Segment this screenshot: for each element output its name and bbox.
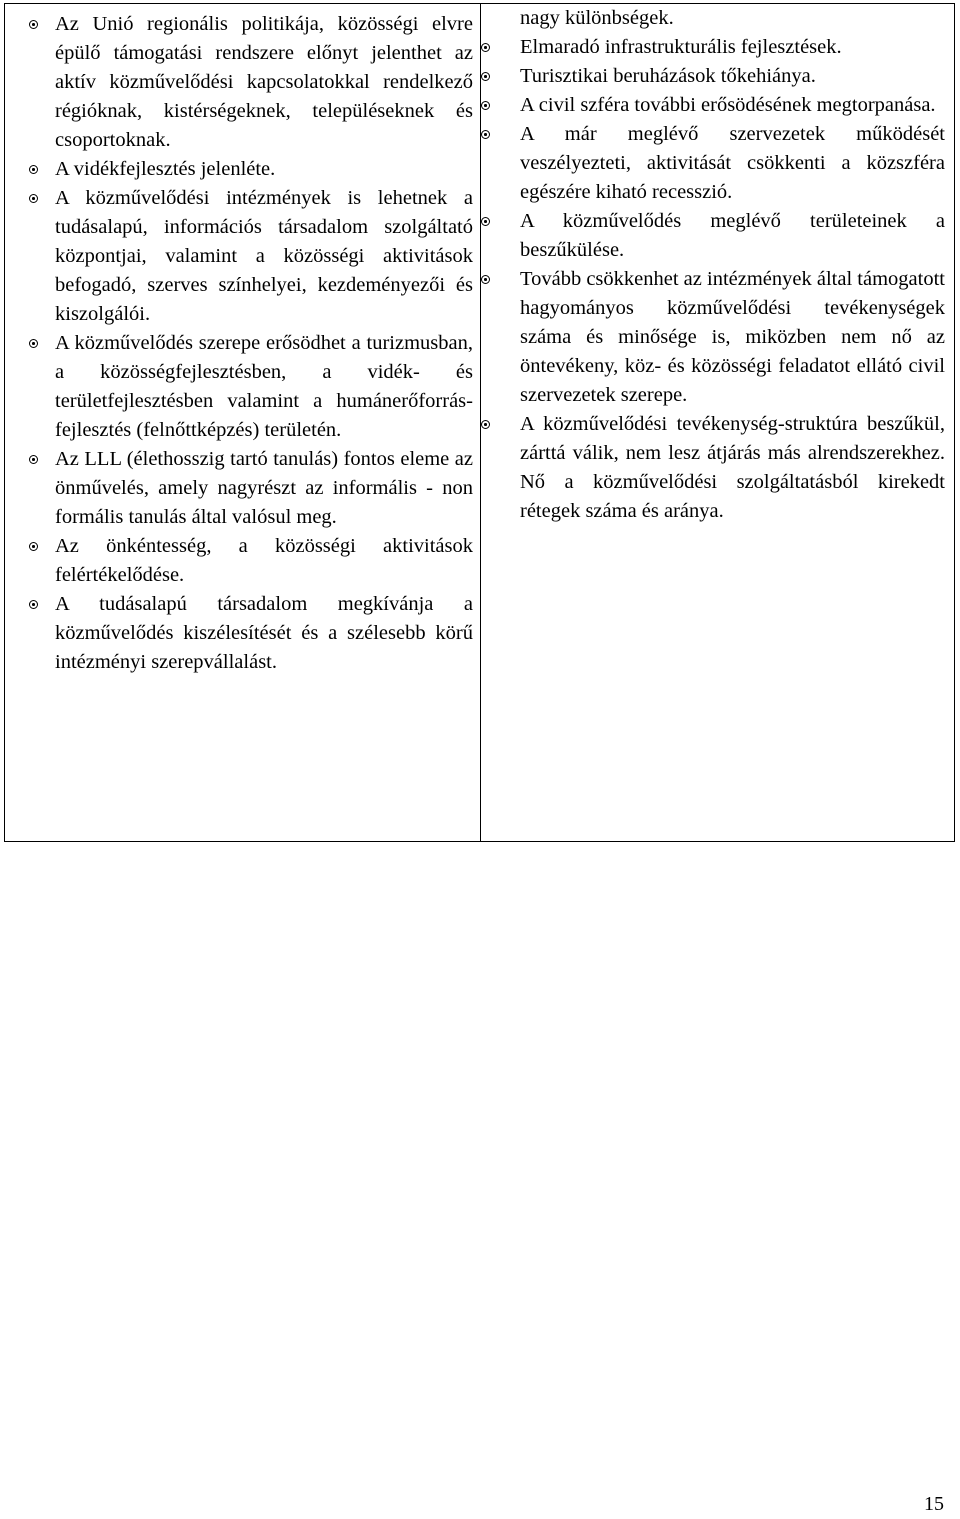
list-item [495,33,945,62]
list-item-text: A vidékfejlesztés jelenléte. [55,158,276,180]
left-bullet-list [29,10,473,677]
list-item-text: Az Unió regionális politikája, közösségi elvre épülő támogatási rendszere előnyt jelenthet az aktív közművelődési kapcsolatokkal rendelkező régióknak, kistérségeknek, településeknek és csoportoknak. [55,13,473,151]
list-item-text: Az LLL (élethosszig tartó tanulás) fontos eleme az önművelés, amely nagyrészt az informális - non formális tanulás által valósul meg. [55,448,473,528]
page-number: 15 [924,1493,944,1515]
list-item [495,207,945,265]
list-item [29,590,473,677]
list-item [29,184,473,329]
bullet-icon [29,600,38,609]
list-item-text: Elmaradó infrastrukturális fejlesztések. [520,36,842,58]
two-column-table [4,3,955,842]
list-item [29,329,473,445]
left-column [5,4,481,841]
list-item-text: Turisztikai beruházások tőkehiánya. [520,65,816,87]
list-item [495,265,945,410]
list-item [29,155,473,184]
bullet-icon [481,217,490,226]
list-item [495,120,945,207]
list-item-text: A közművelődési intézmények is lehetnek a tudásalapú, információs társadalom szolgáltató központjai, valamint a közösségi aktivitások befogadó, szerves színhelyei, kezdeményezői és kiszolgálói. [55,187,473,325]
list-item-text: Az önkéntesség, a közösségi aktivitások felértékelődése. [55,535,473,586]
bullet-icon [481,43,490,52]
bullet-icon [29,455,38,464]
list-item [495,62,945,91]
bullet-icon [29,339,38,348]
list-item [29,10,473,155]
bullet-icon [481,72,490,81]
list-item [495,410,945,526]
list-item-text: A közművelődés szerepe erősödhet a turizmusban, a közösségfejlesztésben, a vidék- és területfejlesztésben valamint a humánerőforrás-fejlesztés (felnőttképzés) területén. [55,332,473,441]
bullet-icon [29,194,38,203]
list-item [29,445,473,532]
right-column [481,4,954,841]
list-item-text: A civil szféra további erősödésének megtorpanása. [520,94,936,116]
bullet-icon [29,20,38,29]
list-item-text: A közművelődési tevékenység-struktúra beszűkül, zárttá válik, nem lesz átjárás más alrendszerekhez. Nő a közművelődési szolgáltatásból kirekedt rétegek száma és aránya. [520,413,945,522]
list-item [495,91,945,120]
list-item-text: A tudásalapú társadalom megkívánja a közművelődés kiszélesítését és a szélesebb körű intézményi szerepvállalást. [55,593,473,673]
list-item-text: A közművelődés meglévő területeinek a beszűkülése. [520,210,945,261]
bullet-icon [29,542,38,551]
bullet-icon [481,275,490,284]
bullet-icon [481,101,490,110]
list-item [29,532,473,590]
bullet-icon [481,130,490,139]
list-item-text: A már meglévő szervezetek működését veszélyezteti, aktivitását csökkenti a közszféra egészére kiható recesszió. [520,123,945,203]
list-item-text: Tovább csökkenhet az intézmények által támogatott hagyományos közművelődési tevékenységek száma és minősége is, miközben nem nő az öntevékeny, köz- és közösségi feladatot ellátó civil szervezetek szerepe. [520,268,945,406]
list-item-continuation: nagy különbségek. [520,7,674,29]
bullet-icon [481,420,490,429]
bullet-icon [29,165,38,174]
right-bullet-list [511,4,945,526]
